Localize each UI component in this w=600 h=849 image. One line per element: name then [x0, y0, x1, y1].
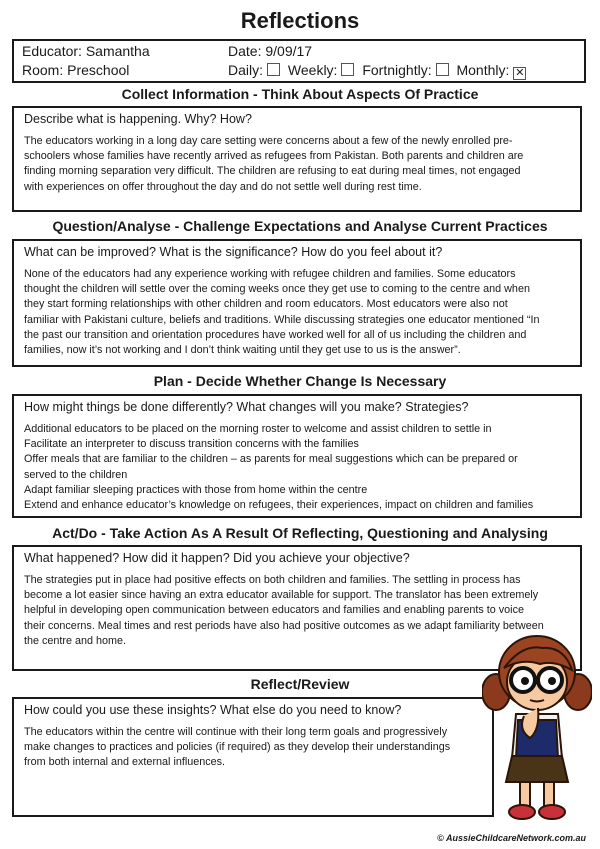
body-line: The strategies put in place had positive effects on both children and families. The settling in process has: [24, 574, 521, 586]
room-field: Room: Preschool: [22, 62, 130, 78]
body-line: familiar with Pakistani culture, beliefs and traditions. While discussing strategies one educator mentioned “In: [24, 313, 540, 326]
section-question-title: Question/Analyse - Challenge Expectations and Analyse Current Practices: [52, 218, 548, 234]
frequency-daily-checkbox[interactable]: [267, 63, 280, 76]
body-line: served to the children: [24, 468, 128, 481]
section-plan-box: [12, 394, 582, 518]
body-line: with experiences on offer throughout the day and do not settle well during rest time.: [24, 180, 422, 193]
section-act-title: Act/Do - Take Action As A Result Of Reflecting, Questioning and Analysing: [52, 525, 548, 541]
frequency-fortnightly-checkbox[interactable]: [436, 63, 449, 76]
section-reflect-question: How could you use these insights? What else do you need to know?: [24, 703, 402, 717]
frequency-daily-label: Daily:: [228, 62, 264, 78]
body-line: families, now it’s not working and I don’t think waiting until they get use to us is the answer”.: [24, 344, 461, 357]
body-line: None of the educators had any experience working with refugee children and families. Some educators: [24, 268, 516, 280]
body-line: Extend and enhance educator’s knowledge on refugees, their experiences, impact on children and families: [24, 499, 534, 512]
section-collect-question: Describe what is happening. Why? How?: [24, 112, 252, 126]
section-reflect-title: Reflect/Review: [250, 676, 350, 692]
section-question-body: [24, 267, 570, 358]
frequency-weekly-checkbox[interactable]: [341, 63, 354, 76]
body-line: thought the children will settle over the coming weeks once they get use to coming to the centre and when: [24, 283, 530, 296]
body-line: The educators within the centre will continue with their long term goals and progressively: [24, 726, 448, 738]
section-act-question: What happened? How did it happen? Did you achieve your objective?: [24, 551, 410, 565]
body-line: they start forming relationships with other children and room educators. Most educators were also not: [24, 298, 508, 311]
section-plan-title: Plan - Decide Whether Change Is Necessary: [153, 373, 447, 389]
body-line: Adapt familiar sleeping practices with those from home within the centre: [24, 483, 368, 496]
section-collect-body: [24, 134, 570, 195]
body-line: Offer meals that are familiar to the children – as parents for meal suggestions which can be prepared or: [24, 453, 518, 466]
section-question-question: What can be improved? What is the significance? How do you feel about it?: [24, 245, 443, 259]
educator-field: Educator: Samantha: [22, 43, 150, 59]
section-collect-box: [12, 106, 582, 212]
body-line: helpful in developing open communication between educators and families and enabling parents to voice: [24, 604, 524, 617]
body-line: their concerns. Meal times and rest periods have also had positive outcomes as we adapt familiarity between: [24, 619, 544, 632]
header-info-box: [12, 39, 586, 83]
frequency-row: [228, 62, 530, 80]
body-line: the centre and home.: [24, 634, 127, 647]
section-reflect-box: [12, 697, 494, 817]
page-title: Reflections: [240, 8, 360, 33]
body-line: become a lot easier since having an extra educator available for support. The translator has been extremely: [24, 589, 539, 602]
section-reflect-body: [24, 725, 482, 771]
body-line: Additional educators to be placed on the morning roster to welcome and assist children to settle in: [24, 423, 492, 435]
date-field: Date: 9/09/17: [228, 43, 313, 59]
section-plan-body: [24, 422, 570, 513]
section-plan-question: How might things be done differently? What changes will you make? Strategies?: [24, 400, 469, 414]
frequency-weekly-label: Weekly:: [287, 62, 338, 78]
thinking-girl-illustration: [482, 630, 592, 830]
body-line: finding morning separation very difficult. The children are refusing to eat during meal times, not engaged: [24, 165, 521, 178]
body-line: the past our transition and orientation procedures have worked well for all of us including the children and: [24, 328, 527, 341]
frequency-fortnightly-label: Fortnightly:: [362, 62, 432, 78]
frequency-monthly-checkbox[interactable]: ✕: [515, 67, 525, 79]
copyright-footer: © AussieChildcareNetwork.com.au: [437, 833, 586, 843]
section-question-box: [12, 239, 582, 367]
body-line: from both internal and external influences.: [24, 756, 226, 769]
section-collect-title: Collect Information - Think About Aspects Of Practice: [121, 86, 479, 102]
body-line: The educators working in a long day care setting were concerns about a few of the newly enrolled pre-: [24, 135, 513, 147]
body-line: make changes to practices and policies (if required) as they develop their understandings: [24, 741, 451, 754]
body-line: Facilitate an interpreter to discuss transition concerns with the families: [24, 438, 359, 451]
frequency-monthly-label: Monthly:: [456, 62, 510, 78]
body-line: schoolers whose families have recently arrived as refugees from Pakistan. Both parents and children are: [24, 150, 524, 163]
